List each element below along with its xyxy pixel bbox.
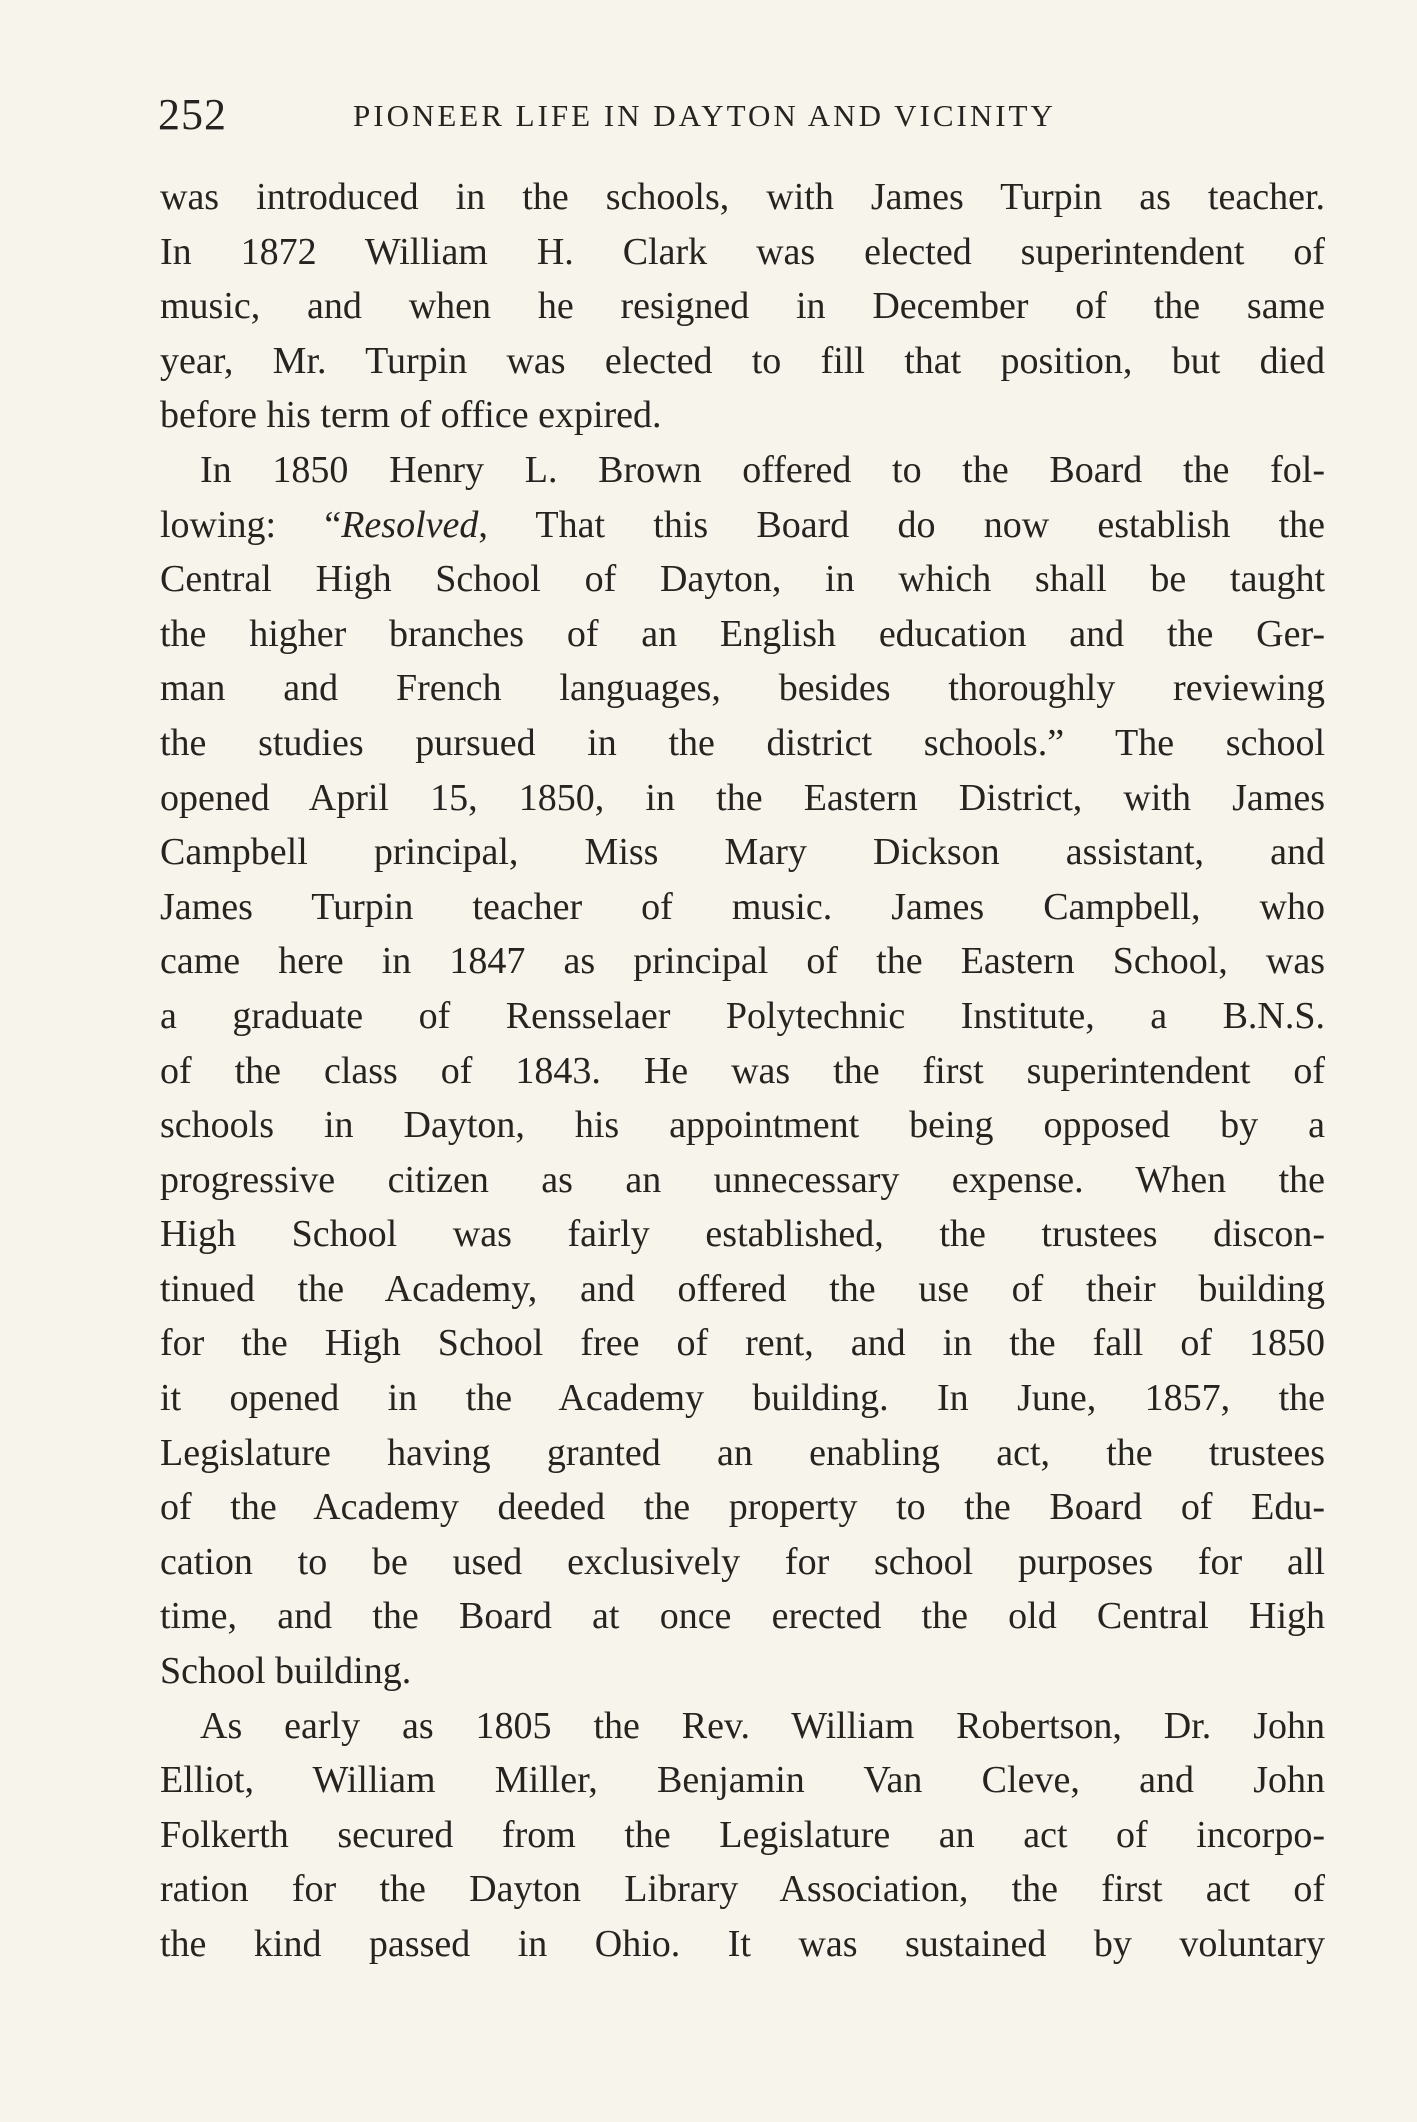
text-line: time, and the Board at once erected the old Central High (160, 1595, 1325, 1638)
text-line: Central High School of Dayton, in which shall be taught (160, 558, 1325, 601)
text-line: the higher branches of an English education and the Ger- (160, 612, 1325, 655)
text-line: As early as 1805 the Rev. William Robertson, Dr. John (200, 1704, 1325, 1747)
text-line: School building. (160, 1650, 412, 1693)
text-line-start: lowing: “ (160, 503, 342, 546)
text-line: of the class of 1843. He was the first superintendent of (160, 1049, 1325, 1092)
text-line: man and French languages, besides thoroughly reviewing (160, 667, 1325, 710)
text-line: it opened in the Academy building. In June, 1857, the (160, 1377, 1325, 1420)
running-title: PIONEER LIFE IN DAYTON AND VICINITY (353, 98, 1056, 133)
emphasized-word: Resolved (341, 503, 479, 546)
text-line: Elliot, William Miller, Benjamin Van Cleve, and John (160, 1759, 1325, 1802)
body-text (160, 170, 1325, 1972)
text-line: ration for the Dayton Library Association, the first act of (160, 1868, 1325, 1911)
text-line: music, and when he resigned in December of the same (160, 285, 1325, 328)
text-line: Legislature having granted an enabling act, the trustees (160, 1431, 1325, 1474)
text-line: a graduate of Rensselaer Polytechnic Institute, a B.N.S. (160, 994, 1325, 1037)
text-line: High School was fairly established, the trustees discon- (160, 1213, 1325, 1256)
text-line: progressive citizen as an unnecessary expense. When the (160, 1158, 1325, 1201)
text-line (160, 498, 1325, 553)
text-line: schools in Dayton, his appointment being opposed by a (160, 1104, 1325, 1147)
text-line: In 1872 William H. Clark was elected superintendent of (160, 230, 1325, 273)
text-line: tinued the Academy, and offered the use of their building (160, 1267, 1325, 1310)
page-number: 252 (158, 90, 227, 139)
page-header (158, 90, 1328, 140)
text-line: the kind passed in Ohio. It was sustained by voluntary (160, 1923, 1325, 1965)
text-line: the studies pursued in the district schools.” The school (160, 721, 1325, 764)
text-line: Folkerth secured from the Legislature an act of incorpo- (160, 1813, 1325, 1856)
text-line: came here in 1847 as principal of the Eastern School, was (160, 940, 1325, 983)
text-line: year, Mr. Turpin was elected to fill that position, but died (160, 339, 1325, 382)
text-line: for the High School free of rent, and in the fall of 1850 (160, 1322, 1325, 1365)
text-line-rest: , That this Board do now establish the (478, 503, 1325, 546)
text-line: before his term of office expired. (160, 394, 662, 437)
text-line: James Turpin teacher of music. James Campbell, who (160, 885, 1325, 928)
text-line: was introduced in the schools, with James Turpin as teacher. (160, 176, 1325, 218)
text-line: of the Academy deeded the property to the Board of Edu- (160, 1486, 1325, 1529)
text-line: Campbell principal, Miss Mary Dickson assistant, and (160, 831, 1325, 874)
text-line: cation to be used exclusively for school purposes for all (160, 1540, 1325, 1583)
text-line: opened April 15, 1850, in the Eastern District, with James (160, 776, 1325, 819)
text-line: In 1850 Henry L. Brown offered to the Board the fol- (200, 448, 1325, 491)
